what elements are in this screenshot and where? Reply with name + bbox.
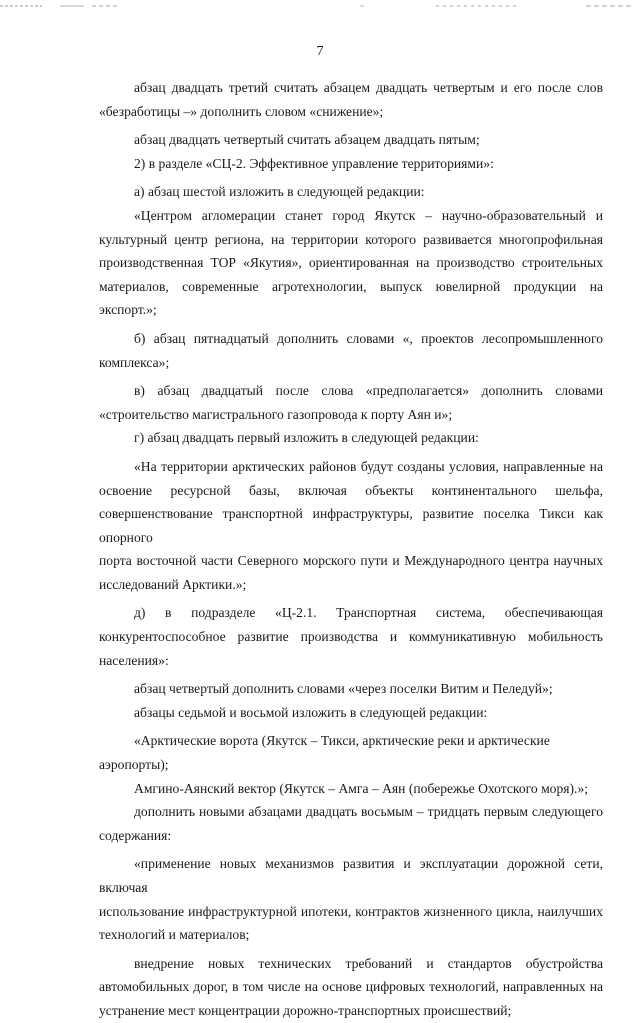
text-line: абзацы седьмой и восьмой изложить в следующей редакции: — [134, 704, 488, 720]
text-line: 2) в разделе «СЦ-2. Эффективное управление территориями»: — [134, 155, 494, 171]
text-line: Амгино-Аянский вектор (Якутск – Амга – Аян (побережье Охотского моря).»; — [134, 780, 589, 796]
text-line: комплекса»; — [99, 354, 170, 370]
text-line: совершенствование транспортной инфраструктуры, развитие поселка Тикси как опорного — [99, 506, 603, 545]
text-line: д) в подразделе «Ц-2.1. Транспортная система, обеспечивающая — [134, 605, 603, 621]
scan-edge-marks — [0, 5, 640, 8]
text-line: «На территории арктических районов будут созданы условия, направленные на — [134, 458, 603, 474]
text-line: автомобильных дорог, в том числе на основе цифровых технологий, направленных на — [99, 979, 603, 995]
text-line: производственная ТОР «Якутия», ориентированная на производство строительных — [99, 255, 603, 271]
text-line: г) абзац двадцать первый изложить в следующей редакции: — [134, 430, 479, 446]
page-number: 7 — [316, 44, 324, 59]
text-line: б) абзац пятнадцатый дополнить словами «, проектов лесопромышленного — [134, 330, 603, 346]
text-line: населения»: — [99, 652, 169, 668]
text-line: содержания: — [99, 827, 172, 843]
text-line: «безработицы –» дополнить словом «снижение»; — [99, 103, 384, 119]
text-line: устранение мест концентрации дорожно-транспортных происшествий; — [99, 1002, 512, 1018]
text-line: абзац двадцать четвертый считать абзацем двадцать пятым; — [134, 132, 480, 148]
text-line: а) абзац шестой изложить в следующей редакции: — [134, 184, 425, 200]
text-line: использование инфраструктурной ипотеки, контрактов жизненного цикла, наилучших — [99, 903, 603, 919]
text-line: «Центром агломерации станет город Якутск – научно-образовательный и — [134, 207, 603, 223]
document-body — [99, 76, 603, 1023]
text-line: внедрение новых технических требований и стандартов обустройства — [134, 955, 603, 971]
text-line: порта восточной части Северного морского пути и Международного центра научных — [99, 553, 603, 569]
text-line: абзац двадцать третий считать абзацем двадцать четвертым и его после слов — [134, 80, 603, 95]
text-line: исследований Арктики.»; — [99, 576, 247, 592]
text-line: освоение ресурсной базы, включая объекты континентального шельфа, — [99, 482, 603, 498]
text-line: конкурентоспособное развитие производства и коммуникативную мобильность — [99, 629, 603, 645]
text-line: абзац четвертый дополнить словами «через поселки Витим и Пеледуй»; — [134, 681, 553, 697]
text-line: материалов, современные агротехнологии, выпуск ювелирной продукции на экспорт.»; — [99, 278, 603, 318]
text-line: «применение новых механизмов развития и эксплуатации дорожной сети, включая — [99, 856, 603, 895]
text-line: «строительство магистрального газопровода к порту Аян и»; — [99, 406, 453, 422]
text-line: технологий и материалов; — [99, 927, 250, 943]
text-line: дополнить новыми абзацами двадцать восьмым – тридцать первым следующего — [134, 804, 603, 820]
text-line: в) абзац двадцатый после слова «предполагается» дополнить словами — [134, 383, 603, 399]
text-line: «Арктические ворота (Якутск – Тикси, арктические реки и арктические аэропорты); — [99, 733, 550, 773]
text-line: культурный центр региона, на территории которого развивается многопрофильная — [99, 231, 603, 247]
